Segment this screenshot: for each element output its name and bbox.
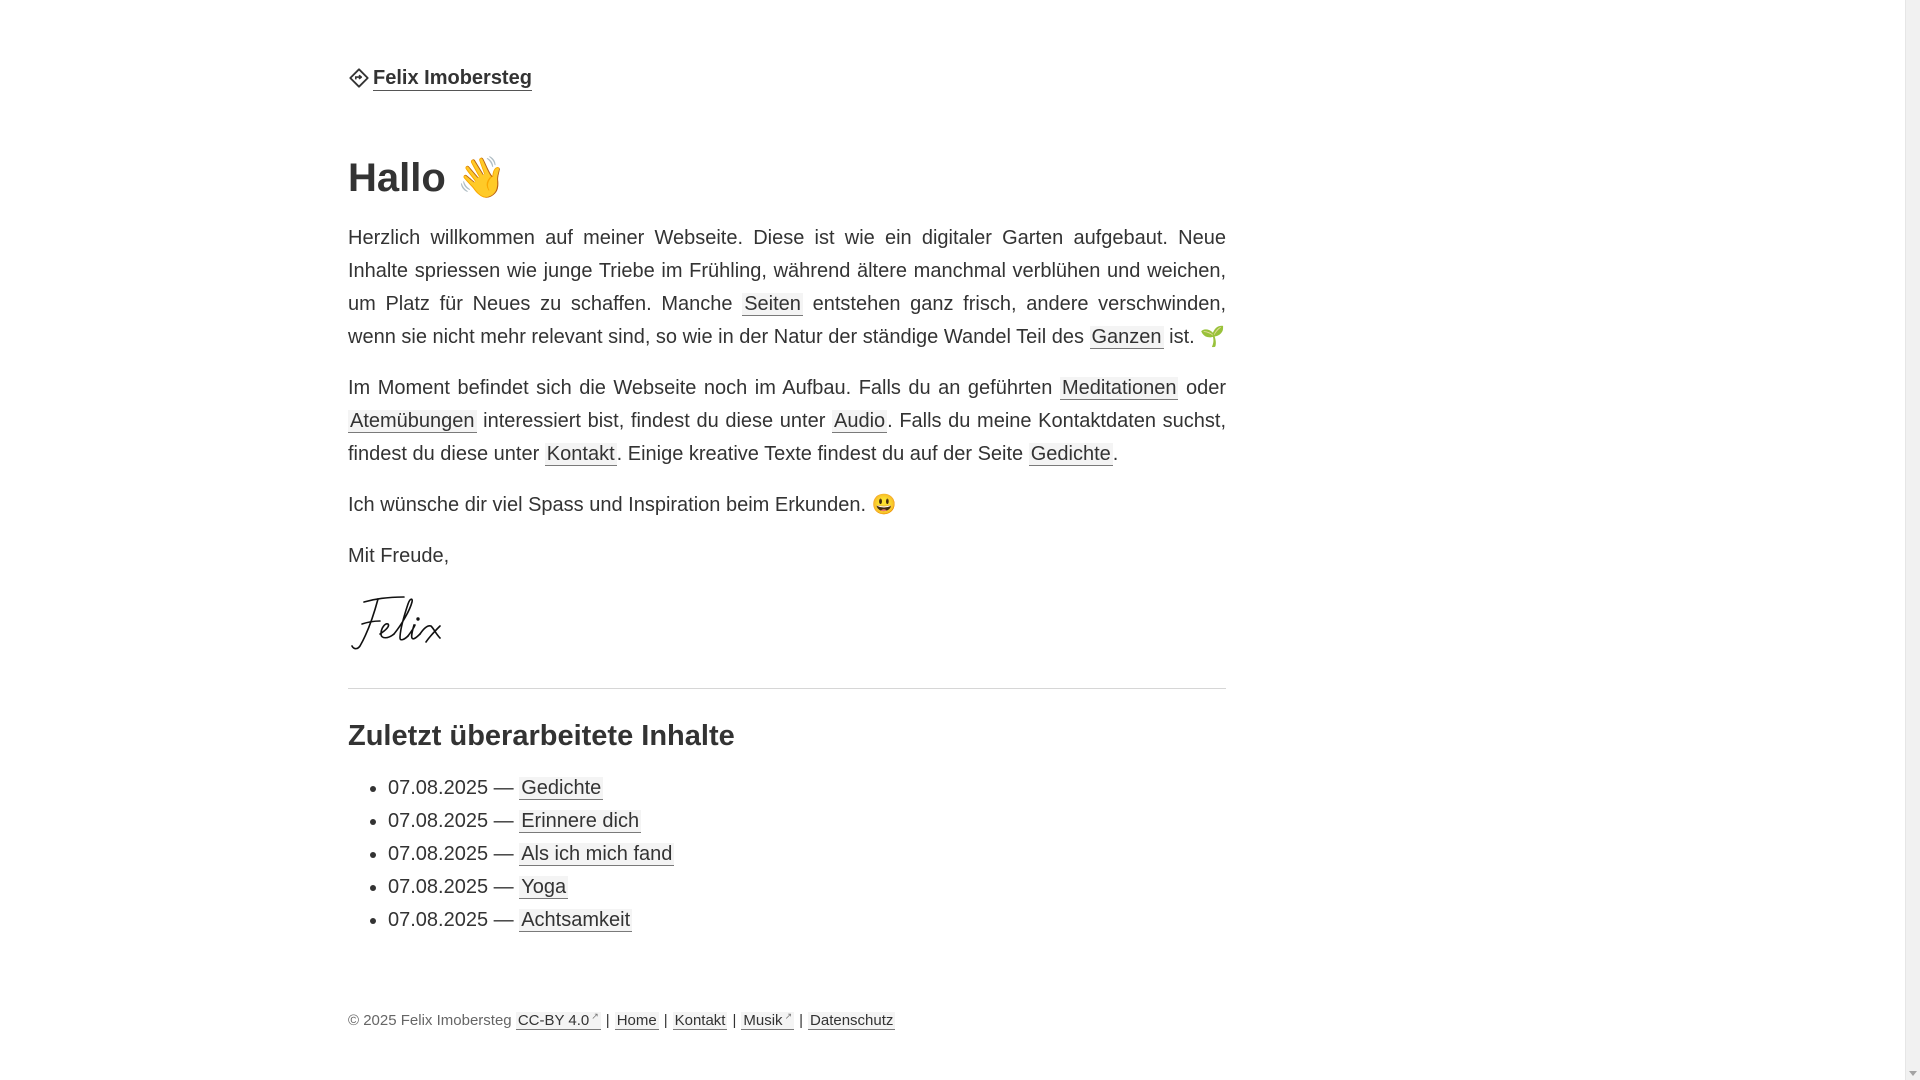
footer-datenschutz-link[interactable]: Datenschutz bbox=[810, 1012, 894, 1029]
link-seiten[interactable]: Seiten bbox=[744, 293, 801, 315]
recent-link-achtsamkeit[interactable]: Achtsamkeit bbox=[521, 909, 631, 931]
footer-separator: | bbox=[799, 1012, 804, 1029]
recent-link-als-ich-mich-fand[interactable]: Als ich mich fand bbox=[521, 843, 673, 865]
page-title-text: Hallo bbox=[348, 156, 446, 200]
closing-line: Mit Freude, bbox=[348, 545, 450, 567]
intro-paragraph-3: Ich wünsche dir viel Spass und Inspiration beim Erkunden. 😃 bbox=[348, 494, 897, 516]
footer-separator: | bbox=[663, 1012, 668, 1029]
recent-link-erinnere-dich[interactable]: Erinnere dich bbox=[521, 810, 640, 832]
list-item: • 07.08.2025 — Gedichte bbox=[388, 772, 674, 805]
recent-link-gedichte[interactable]: Gedichte bbox=[521, 777, 602, 799]
footer-musik-link[interactable]: Musik ↗ bbox=[743, 1011, 793, 1029]
external-link-icon: ↗ bbox=[784, 1011, 793, 1021]
footer-license-link[interactable]: CC-BY 4.0 ↗ bbox=[517, 1011, 599, 1029]
footer-kontakt-link[interactable]: Kontakt bbox=[674, 1012, 726, 1029]
vertical-scrollbar[interactable] bbox=[1905, 0, 1920, 1080]
link-gedichte[interactable]: Gedichte bbox=[1030, 443, 1111, 465]
intro-paragraph-2: Im Moment befindet sich die Webseite noch im Aufbau. Falls du an geführten Meditationen oder Atemübungen interessiert bist, findest du diese unter Audio . Falls du meine Kontaktdaten suchst, findest du diese unter Kontakt . Einige kreative Texte findest du auf der Seite Gedichte . bbox=[348, 377, 1226, 465]
footer-separator: | bbox=[732, 1012, 737, 1029]
intro-paragraph-1: Herzlich willkommen auf meiner Webseite. Diese ist wie ein digitaler Garten aufgebaut. Neue Inhalte spriessen wie junge Triebe im Frühling, während ältere manchmal verblühen und weichen, um Platz für Neues zu schaffen. Manche Seiten entstehen ganz frisch, andere verschwinden, wenn sie nicht mehr relevant sind, so wie in der Natur der ständige Wandel Teil des Ganzen ist. 🌱 bbox=[348, 227, 1226, 348]
footer-home-link[interactable]: Home bbox=[616, 1012, 657, 1029]
section-divider bbox=[348, 688, 1226, 689]
recent-heading: Zuletzt überarbeitete Inhalte bbox=[348, 720, 735, 752]
list-item: • 07.08.2025 — Als ich mich fand bbox=[388, 838, 674, 871]
list-item: • 07.08.2025 — Achtsamkeit bbox=[388, 904, 674, 937]
link-meditationen[interactable]: Meditationen bbox=[1061, 377, 1177, 399]
list-item: • 07.08.2025 — Yoga bbox=[388, 871, 674, 904]
signature-image bbox=[348, 594, 463, 654]
link-kontakt[interactable]: Kontakt bbox=[546, 443, 615, 465]
site-title-link[interactable]: Felix Imobersteg bbox=[373, 66, 532, 89]
link-atemuebungen[interactable]: Atemübungen bbox=[350, 410, 475, 432]
smiley-icon: 😃 bbox=[871, 494, 897, 516]
recent-list bbox=[348, 772, 674, 937]
waving-hand-icon: 👋 bbox=[456, 156, 507, 200]
recent-link-yoga[interactable]: Yoga bbox=[521, 876, 567, 898]
site-footer bbox=[348, 1005, 895, 1032]
signpost-diamond-icon bbox=[348, 67, 370, 89]
intro-content bbox=[348, 222, 1226, 591]
site-header bbox=[348, 64, 532, 92]
link-audio[interactable]: Audio bbox=[833, 410, 886, 432]
link-ganzen[interactable]: Ganzen bbox=[1091, 326, 1162, 348]
page-title bbox=[348, 150, 507, 206]
copyright-text: © 2025 Felix Imobersteg bbox=[348, 1012, 512, 1029]
footer-separator: | bbox=[605, 1012, 610, 1029]
scroll-down-arrow-icon[interactable] bbox=[1909, 1071, 1917, 1076]
external-link-icon: ↗ bbox=[591, 1011, 599, 1021]
seedling-icon: 🌱 bbox=[1200, 326, 1226, 348]
list-item: • 07.08.2025 — Erinnere dich bbox=[388, 805, 674, 838]
